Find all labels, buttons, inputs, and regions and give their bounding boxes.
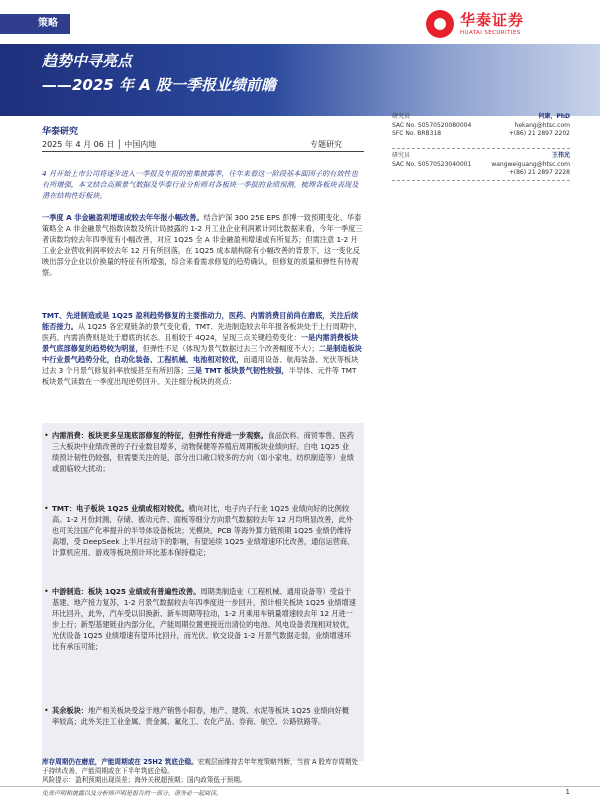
trend-1-text: 但弹性不足（体现为景气数据过去三个改善幅度不大）； (142, 344, 319, 353)
paragraph-text: 结合沪深 300 25E EPS 彭博一致预期变化、华泰策略全 A 非金融景气指数读数及统计局披露的 1-2 月工业企业利润累计同比数据来看，今年一季度三者读数均较去年四季度有小幅改善，对应 1Q25 全 A 非金融盈利增速或有所复苏；但需注意 1-2 月工业企业营收利润率较去年 12 月有所回落，在 1Q25 成本端构除有小幅改善的背景下，这一变化反映出部分企业以价换量的特征有所增强，综合来看需求修复的趋势确认，但修复的质量和弹性有待观察。 (42, 213, 363, 277)
analyst-role: 研究员 (392, 113, 411, 120)
company-logo (426, 6, 586, 42)
trend-2-text: 而通用设备、航海装备、光伏等板块过去 3 个月景气修复斜率放缓甚至有所回落； (42, 355, 359, 375)
page-number: 1 (565, 788, 570, 796)
paragraph-text: 宏观层面维持去年年度策略判断，当前 A 股库存周期处于持续改善，产能周期或在下半年筑底企稳。 (42, 758, 359, 775)
trend-3-text: 半导体、元件等 TMT 板块景气读数在一季度出现逆势回升。关注细分板块的亮点： (42, 366, 357, 386)
paragraph-earnings (42, 212, 364, 278)
paragraph-text: 从 1Q25 各宏观链条的景气变化看，TMT、先进制造较去年年报各板块处于上行周期中，医药、内需消费则是处于磨底的状态。且相较于 4Q24，呈现三点关键趋势变化： (42, 322, 362, 342)
risk-warning: 风险提示：盈利预期出现误差；海外关税超预期；国内政策低于预期。 (42, 776, 247, 784)
report-subtitle: ——2025 年 A 股一季报业绩前瞻 (42, 76, 277, 94)
section-label: 华泰研究 (42, 127, 79, 137)
bullet-manufacturing (44, 586, 356, 652)
trend-2-highlight: 二是制造板块中行业景气趋势分化，自动化装备、工程机械、电池相对较优， (42, 344, 362, 364)
category-tag: 策略 (0, 14, 70, 34)
bullet-text: 食品饮料、商贸零售、医药三大板块中业绩改善的子行业数目增多，动物保健等养殖后周期板块业绩向好。白电 1Q25 业绩预计韧性仍较强，但需要关注的是，部分出口敞口较多的方向（如小家电、纺织制造等）业绩或面临较大扰动； (52, 431, 354, 473)
paragraph-cycle (42, 758, 364, 776)
analyst-name: 何康，PhD (538, 113, 570, 120)
analyst-email[interactable]: wangweiguang@htsc.com (491, 160, 570, 168)
bullet-highlight: 其余板块： (52, 706, 88, 715)
analyst-phone: +(86) 21 2897 2228 (508, 169, 570, 176)
analyst-phone: +(86) 21 2897 2202 (508, 130, 570, 137)
bullet-text: 横向对比，电子内子行业 1Q25 业绩向好的比例较高。1-2 月份封测、存储、被动元件、面板等细分方向景气数据较去年 12 月均明显改善，此外也可关注国产化率提升的半导体设备板块；光模块、PCB 等海外算力链预期 1Q25 业绩仍维持高增，受 DeepSeek 上半月拉动下的影响，有望延续 1Q25 业绩增速环比改善，通信运营商、计算机应用、游戏等板块预计环比基本保持稳定； (52, 504, 355, 557)
footer-disclaimer: 免责声明和披露以及分析师声明是报告的一部分，请务必一起阅读。 (42, 790, 223, 797)
logo-icon (426, 10, 454, 38)
analyst-card-1 (392, 113, 570, 139)
bullet-icon: • (44, 706, 49, 715)
analyst-email[interactable]: hekang@htsc.com (514, 121, 570, 129)
analyst-role: 研究员 (392, 152, 411, 159)
intro-summary: 4 月开始上市公司将逐步进入一季报及年报的密集披露季，往年来看这一阶段基本面因子的有效性也有所增强，本文结合高频景气数据及华泰行业分析师对各板块一季报的业绩预测，梳理各板块表现及潜在结构性好板块。 (42, 169, 359, 200)
header-divider (42, 151, 364, 152)
analyst-sac: SAC No. S0570520080004 (392, 121, 472, 129)
bullet-text: 周期类制造业（工程机械、通用设备等）受益于基建、地产接力复苏，1-2 月景气数据较去年四季度进一步回升，预计相关板块 1Q25 业绩增速环比回升，此外，汽车受以旧换新、新车周期等拉动，1-2 月乘用车销量增速较去年 12 月进一步上行；新型基建链业内部分化，产能周期位置更接近出清位的电池、风电设备表现相对较优，光伏设备 1Q25 业绩增速有望环比回升，而光伏、软交设备 1-2 月景气数据走弱，业绩增速环比有承压可能； (52, 587, 356, 651)
trend-3-highlight: 三是 TMT 板块景气韧性较强， (187, 366, 289, 375)
analyst-card-2 (392, 152, 570, 178)
report-title: 趋势中寻亮点 (42, 52, 133, 70)
report-type: 专题研究 (310, 140, 342, 149)
footer-divider (0, 786, 600, 787)
bullet-highlight: TMT：电子板块 1Q25 业绩或相对较优。 (52, 504, 189, 513)
bullet-tmt (44, 503, 356, 558)
logo-name-en: HUATAI SECURITIES (460, 30, 521, 36)
paragraph-drivers (42, 310, 364, 387)
bullet-text: 地产相关板块受益于地产销售小阳春，地产、建筑、水泥等板块 1Q25 业绩向好概率较高；此外关注工业金属、贵金属、氟化工、农化产品、券商、航空、公路铁路等。 (52, 706, 350, 726)
bullet-icon: • (44, 504, 49, 513)
paragraph-highlight: 一季度 A 非金融盈利增速或较去年年报小幅改善。 (42, 213, 204, 222)
bullet-icon: • (44, 431, 49, 440)
bullet-highlight: 中游制造：板块 1Q25 业绩或有普遍性改善。 (52, 587, 201, 596)
trend-1-highlight: 一是内需消费板块景气底部修复的趋势较为明显， (42, 333, 359, 353)
logo-name-cn: 华泰证券 (460, 11, 525, 29)
bullet-others (44, 705, 356, 727)
paragraph-highlight: 库存周期仍在磨底，产能周期或在 25H2 筑底企稳。 (42, 758, 198, 766)
analyst-sac: SAC No. S0570523040001 (392, 160, 472, 168)
analyst-name: 王伟光 (551, 152, 570, 159)
bullet-highlight: 内需消费：板块更多呈现底部修复的特征，但弹性有待进一步观察。 (52, 431, 268, 440)
analyst-divider (392, 148, 570, 149)
publish-date: 2025 年 4 月 06 日 │ 中国内地 (42, 140, 157, 149)
analyst-divider (392, 180, 570, 181)
analyst-sfc: SFC No. BRB318 (392, 130, 442, 137)
bullet-icon: • (44, 587, 49, 596)
paragraph-highlight: TMT、先进制造或是 1Q25 盈利趋势修复的主要推动力，医药、内需消费目前尚在磨底，关注后续能否接力。 (42, 311, 359, 331)
bullet-consumption (44, 430, 356, 474)
